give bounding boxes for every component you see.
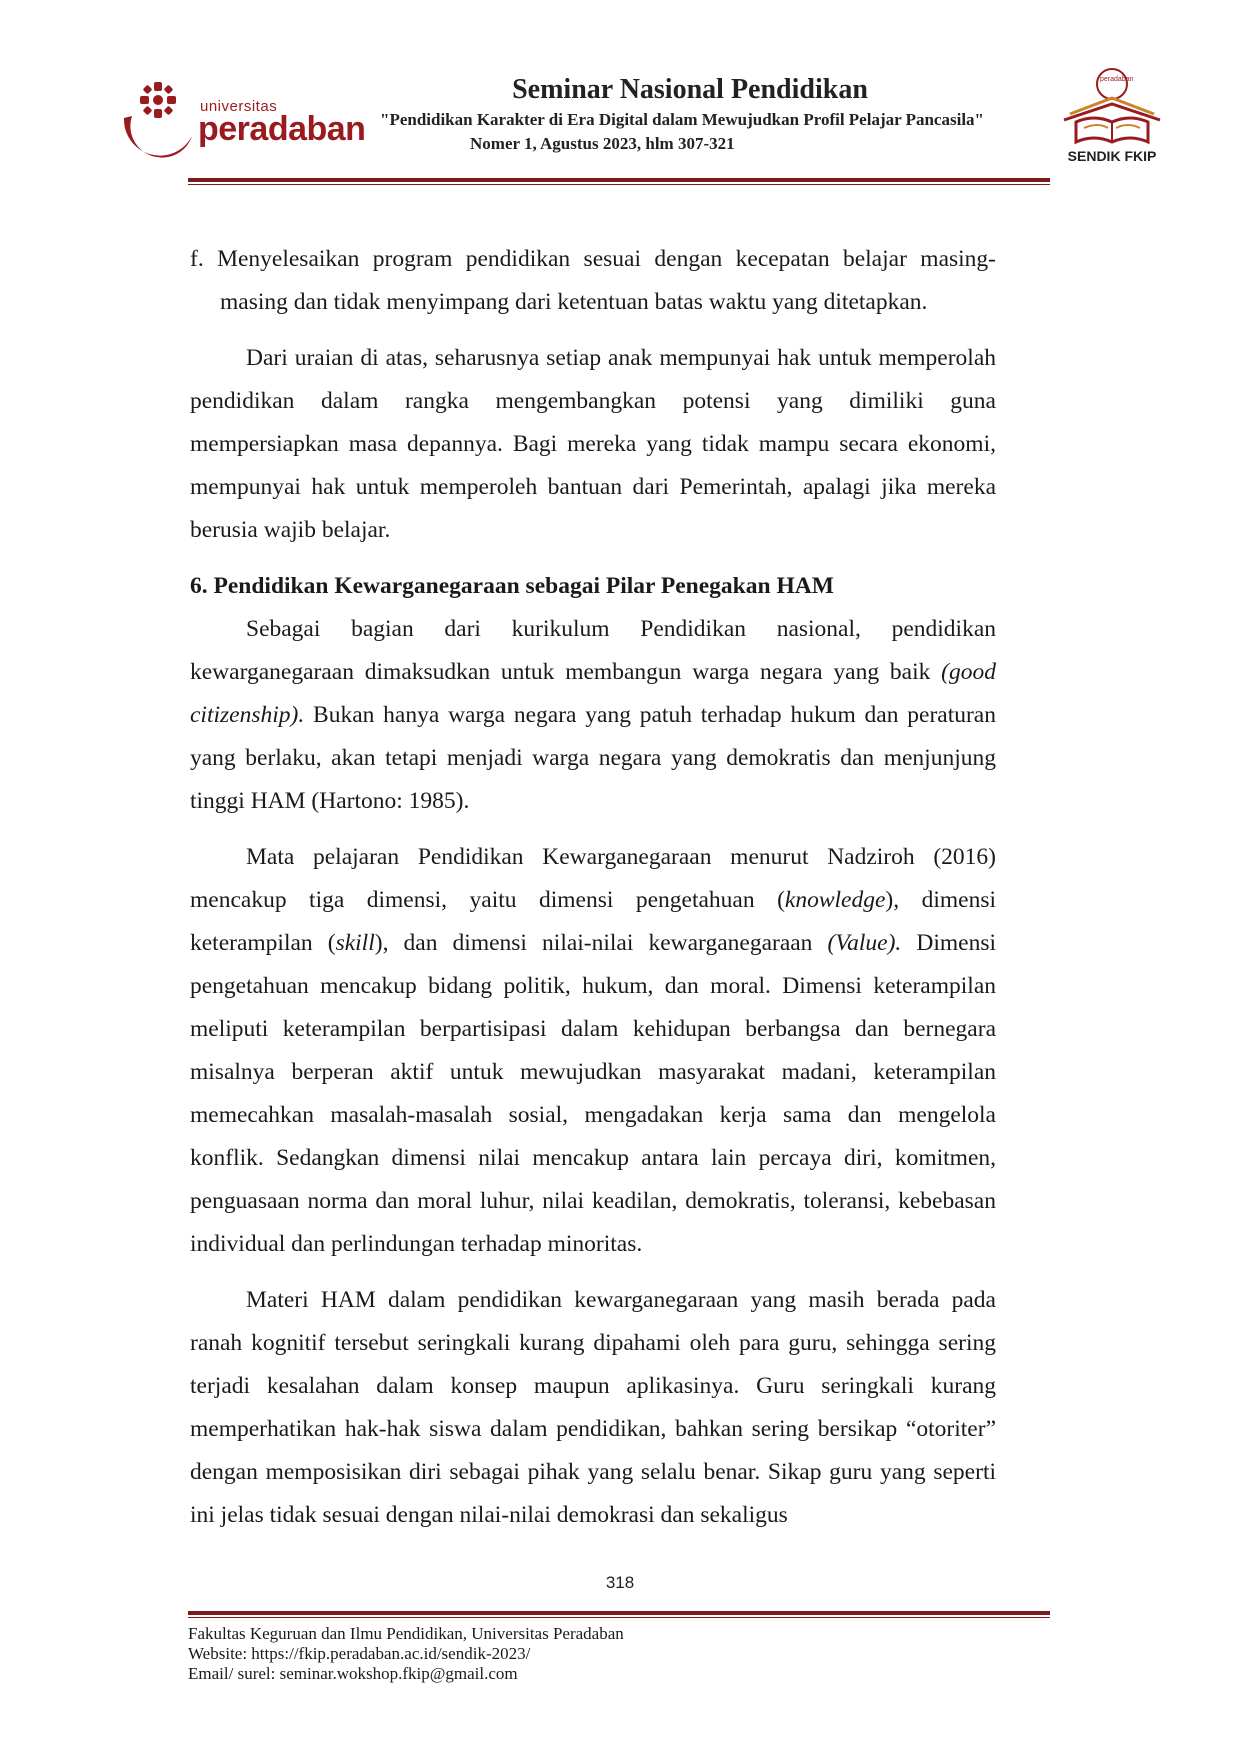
footer-email: Email/ surel: seminar.wokshop.fkip@gmail.com <box>188 1664 518 1683</box>
university-logo-small-text: universitas <box>200 98 278 115</box>
footer-divider-thin <box>188 1617 1050 1618</box>
footer-divider-thick <box>188 1611 1050 1615</box>
paragraph-2 <box>190 608 996 823</box>
seminar-title: Seminar Nasional Pendidikan <box>512 74 868 105</box>
paragraph-3-italic-knowledge: knowledge <box>784 887 886 913</box>
paragraph-1: Dari uraian di atas, seharusnya setiap anak mempunyai hak untuk memperolah pendidikan dalam rangka mengembangkan potensi yang dimiliki guna mempersiapkan masa depannya. Bagi mereka yang tidak mampu secara ekonomi, mempunyai hak untuk memperoleh bantuan dari Pemerintah, apalagi jika mereka berusia wajib belajar. <box>190 345 996 543</box>
university-logo <box>118 78 368 168</box>
page-number: 318 <box>605 1573 635 1592</box>
paragraph-3-italic-value: (Value). <box>827 930 902 956</box>
section-heading: 6. Pendidikan Kewarganegaraan sebagai Pilar Penegakan HAM <box>190 573 834 599</box>
paragraph-3-part-c: ), dimensi keterampilan ( <box>190 887 996 956</box>
footer-institution: Fakultas Keguruan dan Ilmu Pendidikan, Universitas Peradaban <box>188 1624 624 1643</box>
page-footer <box>188 1624 624 1684</box>
sendik-logo <box>1040 62 1190 172</box>
paragraph-3-italic-skill: skill <box>335 930 375 956</box>
issue-info: Nomer 1, Agustus 2023, hlm 307-321 <box>470 134 735 153</box>
paragraph-3-part-a: Mata pelajaran Pendidikan Kewarganegaraan menurut Nadziroh (2016) mencakup tiga dimensi, yaitu dimensi pengetahuan ( <box>190 844 996 913</box>
flower-crescent-logo-icon <box>118 78 198 168</box>
paragraph-3 <box>190 836 996 1266</box>
article-body <box>190 238 996 1537</box>
header-divider-thick <box>188 178 1050 182</box>
paragraph-2-part-a: Sebagai bagian dari kurikulum Pendidikan nasional, pendidikan kewarganegaraan dimaksudkan untuk membangun warga negara yang baik <box>190 616 996 685</box>
sendik-logo-label: SENDIK FKIP <box>1067 148 1157 164</box>
paragraph-3-part-e: ), dan dimensi nilai-nilai kewarganegaraan <box>374 930 828 956</box>
seminar-theme: "Pendidikan Karakter di Era Digital dalam Mewujudkan Profil Pelajar Pancasila" <box>380 110 984 129</box>
paragraph-2-part-c: Bukan hanya warga negara yang patuh terhadap hukum dan peraturan yang berlaku, akan tetapi menjadi warga negara yang demokratis dan menjunjung tinggi HAM (Hartono: 1985). <box>190 702 996 814</box>
paragraph-4: Materi HAM dalam pendidikan kewarganegaraan yang masih berada pada ranah kognitif tersebut seringkali kurang dipahami oleh para guru, sehingga sering terjadi kesalahan dalam konsep maupun aplikasinya. Guru seringkali kurang memperhatikan hak-hak siswa dalam pendidikan, bahkan sering bersikap “otoriter” dengan memposisikan diri sebagai pihak yang selalu benar. Sikap guru yang seperti ini jelas tidak sesuai dengan nilai-nilai demokrasi dan sekaligus <box>190 1287 996 1528</box>
university-logo-brand-text: peradaban <box>198 110 366 148</box>
footer-website: Website: https://fkip.peradaban.ac.id/sendik-2023/ <box>188 1644 531 1663</box>
page-header <box>0 0 1240 200</box>
paragraph-2-italic-term: (good citizenship). <box>190 659 996 728</box>
header-divider-thin <box>188 184 1050 185</box>
paragraph-3-part-g: Dimensi pengetahuan mencakup bidang politik, hukum, dan moral. Dimensi keterampilan meliputi keterampilan berpartisipasi dalam kehidupan berbangsa dan bernegara misalnya berperan aktif untuk mewujudkan masyarakat madani, keterampilan memecahkan masalah-masalah sosial, mengadakan kerja sama dan mengelola konflik. Sedangkan dimensi nilai mencakup antara lain percaya diri, komitmen, penguasaan norma dan moral luhur, nilai keadilan, demokratis, toleransi, kebebasan individual dan perlindungan terhadap minoritas. <box>190 930 996 1257</box>
sendik-logo-mini-text: peradaban <box>1100 76 1134 83</box>
list-item-f: f. Menyelesaikan program pendidikan sesuai dengan kecepatan belajar masing-masing dan tidak menyimpang dari ketentuan batas waktu yang ditetapkan. <box>190 246 996 315</box>
